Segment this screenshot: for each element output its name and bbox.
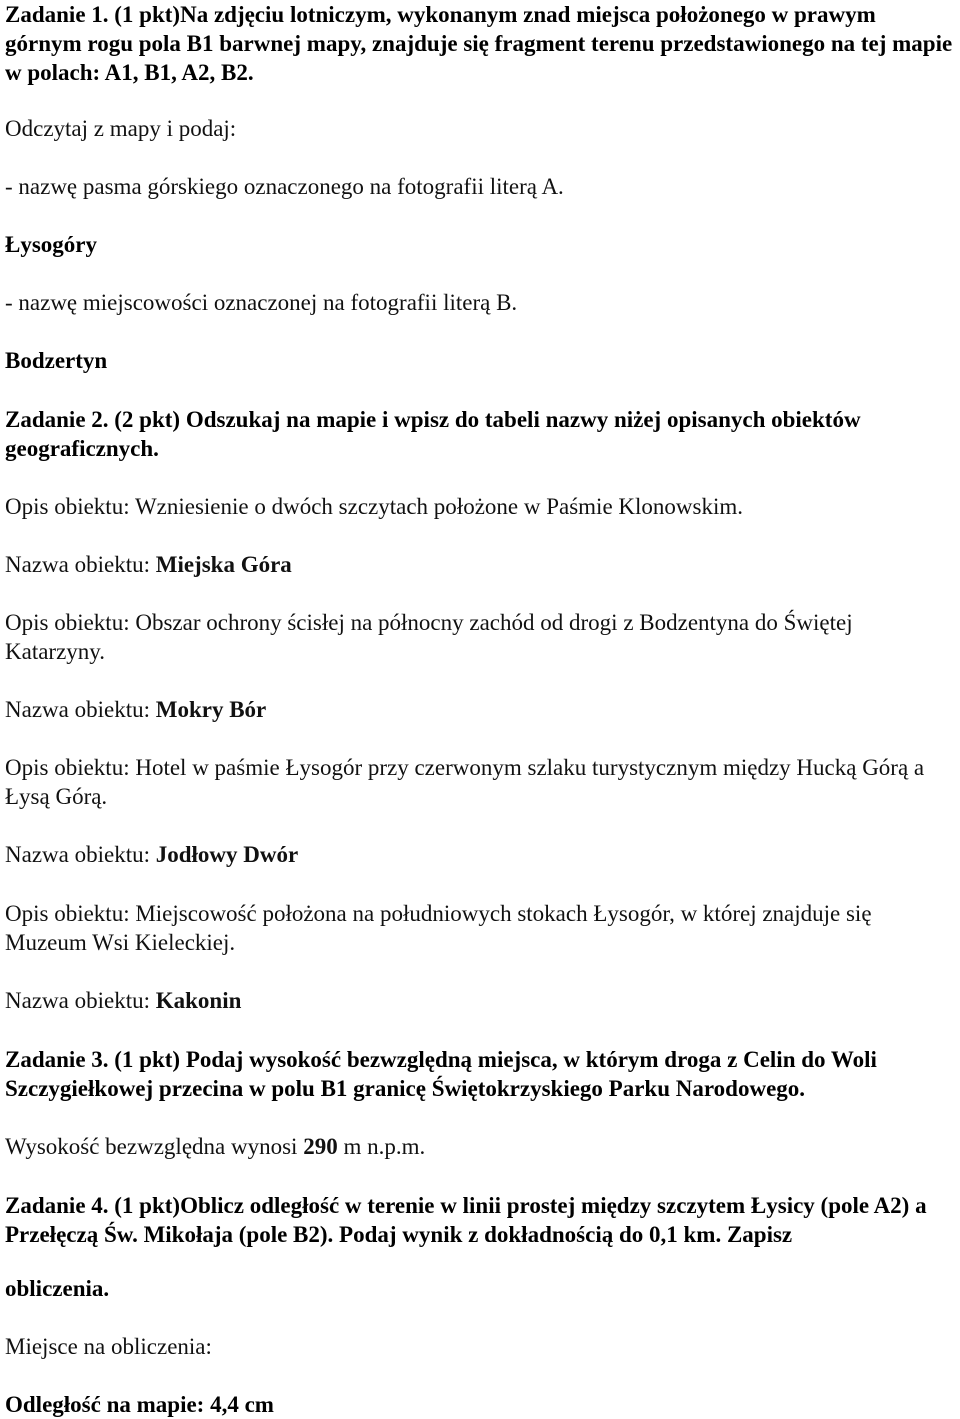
task3-answer — [5, 1132, 957, 1161]
desc-text: Obszar ochrony ścisłej na północny zachód od drogi z Bodzentyna do Świętej Katarzyny. — [5, 610, 853, 664]
task2-heading: Zadanie 2. (2 pkt) Odszukaj na mapie i wpisz do tabeli nazwy niżej opisanych obiektów geograficznych. — [5, 407, 861, 461]
answer-prefix: Wysokość bezwzględna wynosi — [5, 1134, 298, 1159]
task1-question-a: - nazwę pasma górskiego oznaczonego na fotografii literą A. — [5, 174, 564, 199]
desc-label: Opis obiektu: — [5, 494, 130, 519]
name-answer: Kakonin — [155, 988, 242, 1013]
task1-answer-b: Bodzertyn — [5, 348, 108, 373]
task1-heading: Zadanie 1. (1 pkt)Na zdjęciu lotniczym, wykonanym znad miejsca położonego w prawym górnym rogu pola B1 barwnej mapy, znajduje się fragment terenu przedstawionego na tej mapie w polach: A1, B1, A2, B2. — [5, 2, 953, 85]
task2-item-4-desc — [5, 899, 957, 957]
name-label: Nazwa obiektu: — [5, 988, 150, 1013]
task2-item-1-desc — [5, 492, 957, 521]
task2-item-2-desc — [5, 608, 957, 666]
task4-map-distance: Odległość na mapie: 4,4 cm — [5, 1392, 274, 1417]
desc-label: Opis obiektu: — [5, 755, 130, 780]
name-label: Nazwa obiektu: — [5, 842, 150, 867]
task2-item-3-desc — [5, 753, 957, 811]
name-answer: Mokry Bór — [155, 697, 267, 722]
task2-item-1-name — [5, 550, 957, 579]
task4-heading: Zadanie 4. (1 pkt)Oblicz odległość w terenie w linii prostej między szczytem Łysicy (pole A2) a Przełęczą Św. Mikołaja (pole B2). Podaj wynik z dokładnością do 0,1 km. Zapisz — [5, 1193, 927, 1247]
task2-item-2-name — [5, 695, 957, 724]
answer-suffix: m n.p.m. — [343, 1134, 426, 1159]
desc-text: Hotel w paśmie Łysogór przy czerwonym szlaku turystycznym między Hucką Górą a Łysą Górą. — [5, 755, 925, 809]
name-answer: Miejska Góra — [155, 552, 292, 577]
answer-value: 290 — [303, 1134, 338, 1159]
name-answer: Jodłowy Dwór — [155, 842, 299, 867]
task1-question-b: - nazwę miejscowości oznaczonej na fotografii literą B. — [5, 290, 518, 315]
name-label: Nazwa obiektu: — [5, 552, 150, 577]
task4-heading-cont: obliczenia. — [5, 1276, 110, 1301]
name-label: Nazwa obiektu: — [5, 697, 150, 722]
desc-text: Wzniesienie o dwóch szczytach położone w Paśmie Klonowskim. — [134, 494, 743, 519]
task2-item-4-name — [5, 986, 957, 1015]
desc-label: Opis obiektu: — [5, 610, 130, 635]
desc-label: Opis obiektu: — [5, 901, 130, 926]
task1-instruction: Odczytaj z mapy i podaj: — [5, 116, 237, 141]
task1-answer-a: Łysogóry — [5, 232, 97, 257]
task3-heading: Zadanie 3. (1 pkt) Podaj wysokość bezwzględną miejsca, w którym droga z Celin do Woli Szczygiełkowej przecina w polu B1 granicę Świętokrzyskiego Parku Narodowego. — [5, 1047, 877, 1101]
task2-item-3-name — [5, 840, 957, 869]
task4-calc-label: Miejsce na obliczenia: — [5, 1334, 212, 1359]
desc-text: Miejscowość położona na południowych stokach Łysogór, w której znajduje się Muzeum Wsi Kieleckiej. — [5, 901, 872, 955]
